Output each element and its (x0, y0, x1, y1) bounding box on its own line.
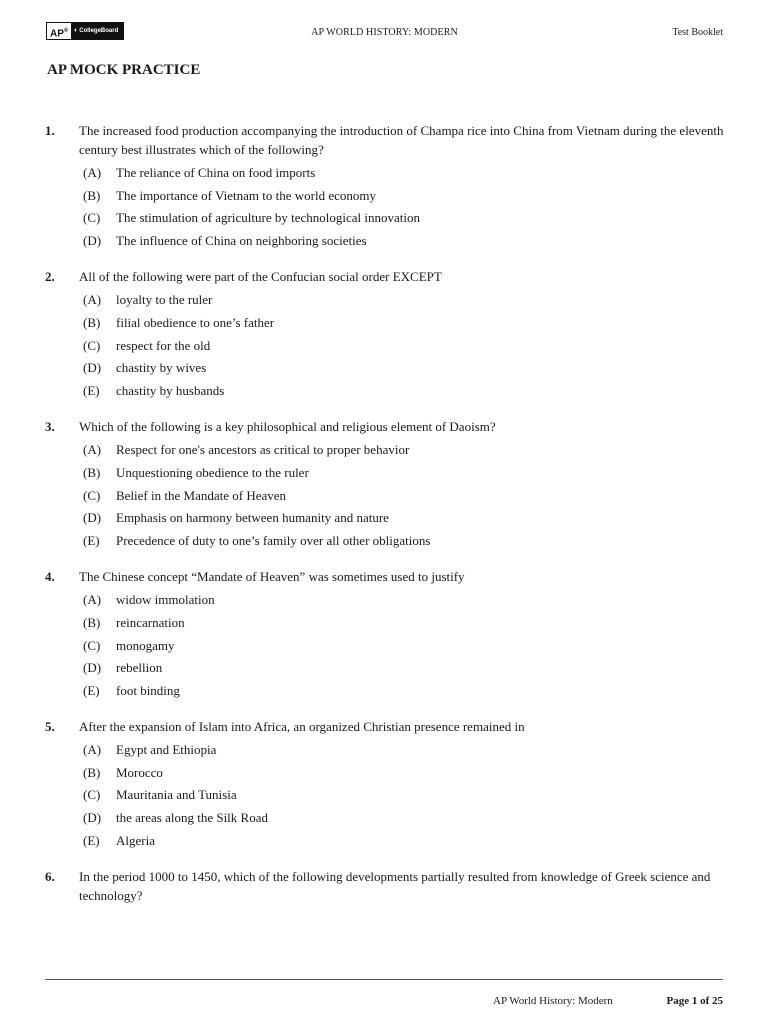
option-text: filial obedience to one’s father (116, 314, 275, 330)
option-letter: (E) (83, 682, 100, 698)
option-letter: (E) (83, 532, 100, 548)
option-letter: (D) (83, 810, 102, 826)
answer-options (83, 439, 725, 552)
option-text: reincarnation (116, 614, 185, 630)
question-item (45, 567, 725, 702)
answer-option (83, 830, 725, 853)
question-list (45, 121, 725, 920)
answer-option (83, 357, 725, 380)
answer-option (83, 485, 725, 508)
option-text: Egypt and Ethiopia (116, 742, 217, 758)
header-subject: AP WORLD HISTORY: MODERN (311, 27, 458, 38)
option-letter: (C) (83, 337, 101, 353)
question-number: 1. (45, 123, 55, 138)
answer-options (83, 162, 725, 252)
answer-options (83, 589, 725, 702)
option-letter: (B) (83, 614, 101, 630)
collegeboard-logo-mark: ◐CollegeBoard (71, 23, 123, 39)
answer-option (83, 612, 725, 635)
answer-option (83, 162, 725, 185)
option-text: chastity by husbands (116, 382, 225, 398)
option-letter: (A) (83, 292, 102, 308)
option-text: the areas along the Silk Road (116, 810, 268, 826)
question-stem: In the period 1000 to 1450, which of the following developments partially resulted from knowledge of Greek science and technology? (79, 869, 711, 904)
question-item (45, 717, 725, 852)
answer-options (83, 739, 725, 852)
option-letter: (A) (83, 165, 102, 180)
option-text: The reliance of China on food imports (116, 165, 316, 180)
question-number: 3. (45, 419, 55, 435)
option-text: monogamy (116, 637, 175, 653)
option-text: Belief in the Mandate of Heaven (116, 487, 287, 503)
answer-option (83, 380, 725, 403)
footer-divider (45, 979, 723, 980)
option-text: The influence of China on neighboring societies (116, 232, 367, 248)
question-stem: All of the following were part of the Confucian social order EXCEPT (79, 269, 442, 285)
option-text: Morocco (116, 764, 163, 780)
answer-option (83, 185, 725, 208)
question-stem: After the expansion of Islam into Africa, an organized Christian presence remained in (79, 719, 525, 735)
option-letter: (D) (83, 510, 102, 526)
option-text: respect for the old (116, 337, 211, 353)
option-letter: (B) (83, 187, 101, 203)
question-number: 2. (45, 269, 55, 285)
option-text: Unquestioning obedience to the ruler (116, 464, 309, 480)
option-letter: (E) (83, 382, 100, 398)
answer-option (83, 680, 725, 703)
answer-option (83, 230, 725, 253)
option-letter: (A) (83, 742, 102, 758)
option-letter: (C) (83, 637, 101, 653)
page-title: AP MOCK PRACTICE (47, 62, 201, 78)
option-letter: (D) (83, 232, 102, 248)
question-stem: Which of the following is a key philosophical and religious element of Daoism? (79, 419, 496, 435)
option-letter: (C) (83, 487, 101, 503)
answer-option (83, 335, 725, 358)
option-text: Mauritania and Tunisia (116, 787, 237, 803)
footer-page-number: Page 1 of 25 (666, 995, 723, 1007)
option-text: The importance of Vietnam to the world economy (116, 187, 376, 203)
option-text: The stimulation of agriculture by technological innovation (116, 210, 420, 226)
answer-option (83, 462, 725, 485)
answer-option (83, 589, 725, 612)
option-text: foot binding (116, 682, 180, 698)
question-item (45, 867, 725, 905)
question-stem: The increased food production accompanying the introduction of Champa rice into China from Vietnam during the eleventh century best illustrates which of the following? (79, 123, 724, 157)
answer-option (83, 207, 725, 230)
ap-logo-mark: AP® (47, 23, 71, 39)
option-letter: (C) (83, 210, 101, 226)
answer-option (83, 784, 725, 807)
answer-option (83, 635, 725, 658)
option-letter: (C) (83, 787, 101, 803)
option-letter: (B) (83, 314, 101, 330)
option-text: widow immolation (116, 592, 215, 608)
option-letter: (B) (83, 764, 101, 780)
option-text: chastity by wives (116, 360, 207, 376)
acorn-icon: ◐ (74, 27, 79, 34)
option-text: loyalty to the ruler (116, 292, 213, 308)
option-letter: (A) (83, 592, 102, 608)
answer-option (83, 530, 725, 553)
answer-option (83, 739, 725, 762)
option-letter: (E) (83, 832, 100, 848)
header-booklet-label: Test Booklet (672, 27, 723, 38)
answer-option (83, 289, 725, 312)
answer-option (83, 439, 725, 462)
option-text: Algeria (116, 832, 155, 848)
option-text: rebellion (116, 660, 163, 676)
question-number: 6. (45, 869, 55, 885)
footer-course-name: AP World History: Modern (493, 995, 613, 1007)
option-text: Emphasis on harmony between humanity and nature (116, 510, 389, 526)
question-number: 4. (45, 569, 55, 585)
question-item (45, 267, 725, 402)
answer-options (83, 289, 725, 402)
option-text: Respect for one's ancestors as critical to proper behavior (116, 442, 410, 458)
option-letter: (D) (83, 660, 102, 676)
answer-option (83, 507, 725, 530)
question-stem: The Chinese concept “Mandate of Heaven” was sometimes used to justify (79, 569, 465, 585)
option-letter: (D) (83, 360, 102, 376)
question-number: 5. (45, 719, 55, 735)
page-header (46, 22, 723, 42)
option-text: Precedence of duty to one’s family over all other obligations (116, 532, 431, 548)
answer-option (83, 657, 725, 680)
option-letter: (A) (83, 442, 102, 458)
question-item (45, 121, 725, 252)
answer-option (83, 807, 725, 830)
option-letter: (B) (83, 464, 101, 480)
answer-option (83, 762, 725, 785)
answer-option (83, 312, 725, 335)
question-item (45, 417, 725, 552)
